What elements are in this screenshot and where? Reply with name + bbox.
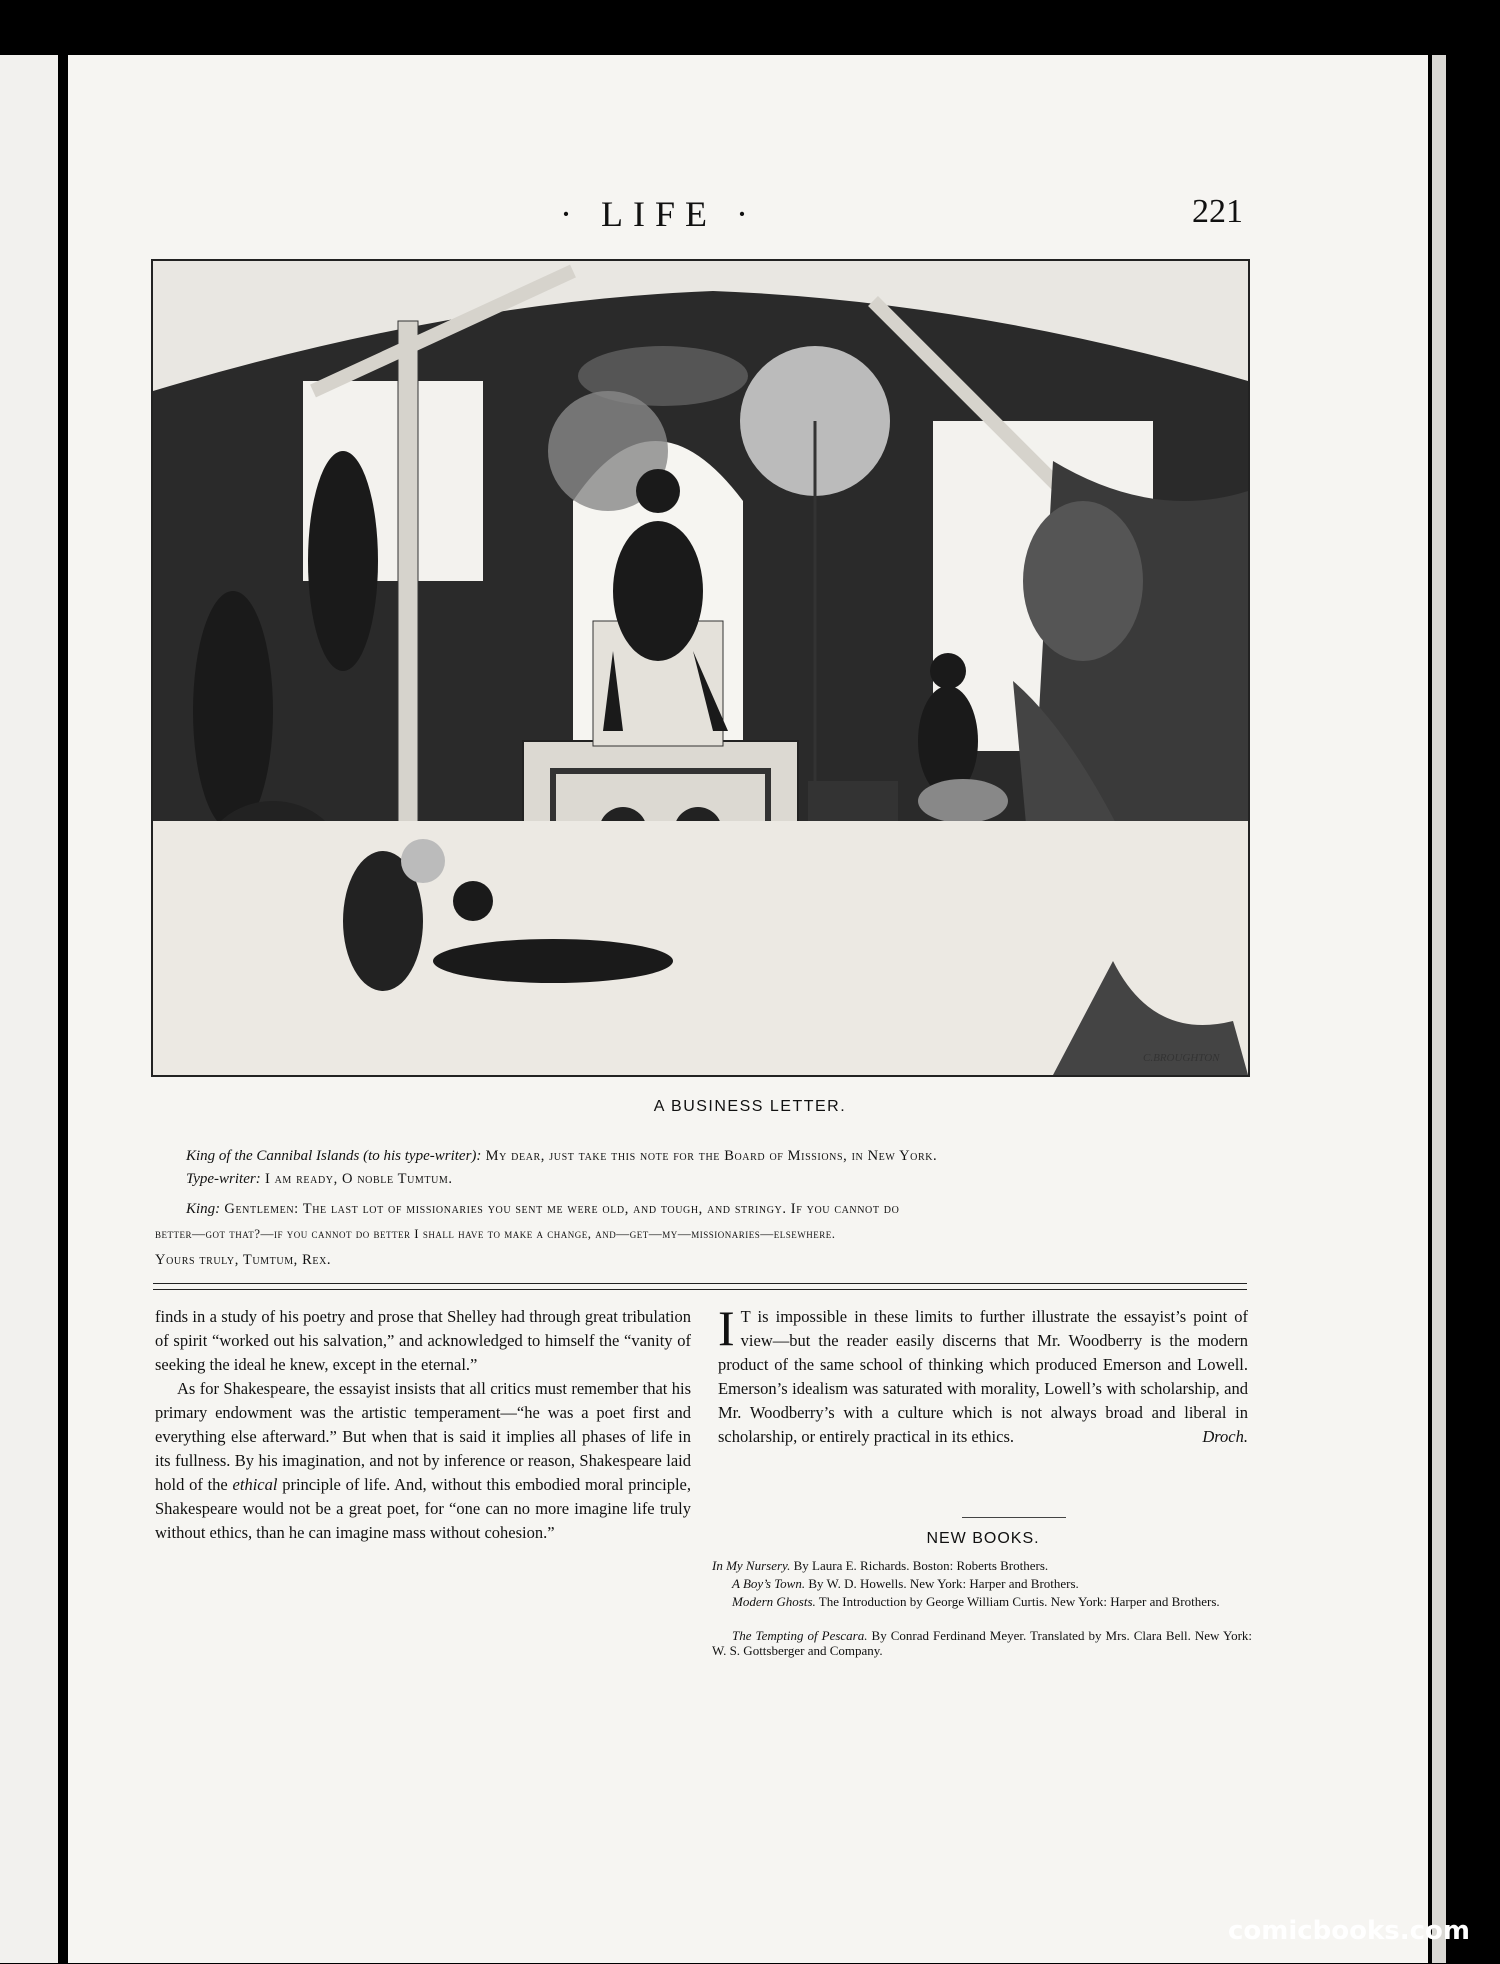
dialogue-line-3	[186, 1201, 899, 1218]
book-title: A Boy’s Town.	[732, 1576, 806, 1591]
author-signature: Droch.	[1202, 1427, 1248, 1446]
book-title: The Tempting of Pescara.	[732, 1628, 868, 1643]
paragraph	[155, 1377, 691, 1545]
book-details: The Introduction by George William Curtis. New York: Harper and Brothers.	[818, 1594, 1220, 1609]
book-title: In My Nursery.	[712, 1558, 791, 1573]
book-details: By Conrad Ferdinand Meyer. Translated by Mrs. Clara Bell. New York: W. S. Gottsberger and Company.	[712, 1628, 1253, 1658]
book-details: By W. D. Howells. New York: Harper and Brothers.	[808, 1576, 1079, 1591]
dialogue-text: My dear, just take this note for the Board of Missions, in New York.	[485, 1148, 938, 1164]
book-listing	[712, 1594, 1252, 1609]
paragraph-text: principle of life. And, without this embodied moral principle, Shakespeare would not be a great poet, for “one can no more imagine life truly without ethics, than he can imagine mass without cohesion.”	[155, 1475, 691, 1542]
dialogue-speaker: King:	[186, 1201, 221, 1217]
section-divider	[962, 1517, 1066, 1518]
book-listing	[712, 1576, 1252, 1591]
page-number: 221	[1192, 193, 1243, 230]
dialogue-speaker: King of the Cannibal Islands (to his type-writer):	[186, 1148, 482, 1164]
paragraph: finds in a study of his poetry and prose that Shelley had through great tribulation of spirit “worked out his salvation,” and acknowledged to himself the “vanity of seeking the ideal he knew, except in the eternal.”	[155, 1307, 691, 1374]
left-column	[155, 1305, 691, 1545]
emphasis: ethical	[232, 1475, 278, 1494]
dialogue-line-5: Yours truly, Tumtum, Rex.	[155, 1252, 332, 1268]
book-listing	[712, 1628, 1252, 1658]
artist-signature: C.BROUGHTON	[1143, 1052, 1220, 1064]
watermark: comicbooks.com	[1227, 1916, 1470, 1946]
page-edge-shadow	[1432, 55, 1446, 1963]
book-details: By Laura E. Richards. Boston: Roberts Brothers.	[793, 1558, 1049, 1573]
drop-cap: I	[718, 1300, 735, 1356]
dialogue-text: I am ready, O noble Tumtum.	[264, 1171, 453, 1187]
dialogue-speaker: Type-writer:	[186, 1171, 261, 1187]
double-rule-top	[153, 1283, 1247, 1284]
dialogue-line-1	[186, 1148, 937, 1165]
book-title: Modern Ghosts.	[732, 1594, 816, 1609]
right-column	[718, 1300, 1248, 1449]
paragraph-text: As for Shakespeare, the essayist insists that all critics must remember that his primary endowment was the artistic temperament—“he was a poet first and everything else afterward.” But when that is said it implies all phases of life in its fullness. By his imagination, and not by inference or reason, Shakespeare laid hold of the	[155, 1379, 691, 1494]
paragraph	[718, 1300, 1248, 1449]
paragraph-text: T is impossible in these limits to further illustrate the essayist’s point of view—but the reader easily discerns that Mr. Woodberry is the modern product of the same school of thinking which produced Emerson and Lowell. Emerson’s idealism was saturated with morality, Lowell’s with scholarship, and Mr. Woodberry’s with a culture which is not always broad and liberal in scholarship, or entirely practical in its ethics.	[718, 1307, 1248, 1446]
dialogue-line-4: better—got that?—if you cannot do better I shall have to make a change, and—get—my—missionaries—elsewhere.	[155, 1226, 836, 1241]
new-books-heading: NEW BOOKS.	[926, 1530, 1040, 1547]
caption-title: A BUSINESS LETTER.	[653, 1098, 847, 1115]
dialogue-line-2	[186, 1171, 453, 1188]
adjacent-page-edge	[0, 55, 58, 1963]
engraving-illustration-icon	[153, 261, 1248, 1075]
dialogue-text: Gentlemen: The last lot of missionaries you sent me were old, and tough, and stringy. If you cannot do	[224, 1201, 900, 1217]
cartoon-illustration	[151, 259, 1250, 1077]
double-rule-bottom	[153, 1289, 1247, 1290]
masthead: · LIFE ·	[560, 194, 758, 234]
book-listing	[712, 1558, 1252, 1573]
